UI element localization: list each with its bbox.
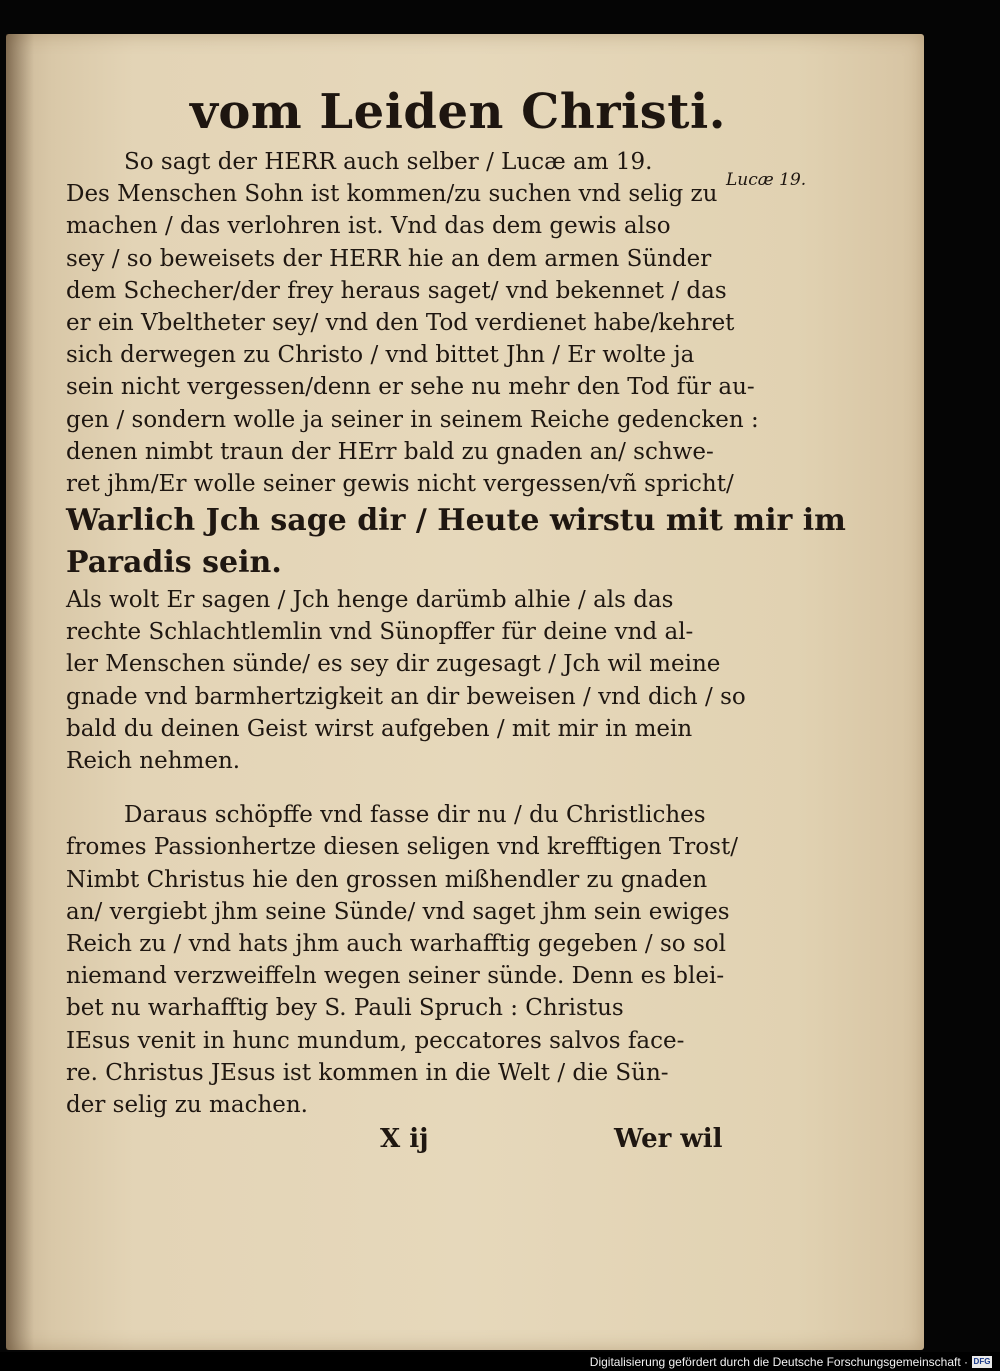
text-line: denen nimbt traun der HErr bald zu gnaden an/ schwe- (66, 438, 714, 465)
running-head: vom Leiden Christi. (190, 84, 726, 140)
dfg-logo-icon: DFG (973, 1357, 991, 1366)
text-line: sein nicht vergessen/denn er sehe nu mehr den Tod für au- (66, 374, 755, 401)
text-line: ler Menschen sünde/ es sey dir zugesagt / Jch wil meine (66, 651, 721, 678)
text-line: Reich nehmen. (66, 748, 241, 774)
paragraph-gap (66, 777, 726, 799)
digitization-credit: Digitalisierung gefördert durch die Deutsche Forschungsgemeinschaft · (589, 1355, 968, 1369)
text-line: sey / so beweisets der HERR hie an dem armen Sünder (66, 245, 712, 272)
text-line: machen / das verlohren ist. Vnd das dem gewis also (66, 213, 671, 240)
text-line: bet nu warhafftig bey S. Pauli Spruch : Christus (66, 995, 624, 1022)
text-line: gen / sondern wolle ja seiner in seinem Reiche gedencken : (66, 406, 759, 433)
catchword: Wer wil (614, 1124, 723, 1154)
text-line: an/ vergiebt jhm seine Sünde/ vnd saget jhm sein ewiges (66, 898, 730, 925)
text-line: fromes Passionhertze diesen seligen vnd krefftigen Trost/ (66, 834, 738, 861)
text-line: re. Christus JEsus ist kommen in die Welt / die Sün- (66, 1059, 669, 1086)
text-line: ret jhm/Er wolle seiner gewis nicht vergessen/vñ spricht/ (66, 470, 734, 497)
text-line: Daraus schöpffe vnd fasse dir nu / du Christliches (124, 802, 706, 829)
margin-note: Lucæ 19. (726, 170, 807, 190)
text-line: Als wolt Er sagen / Jch henge darümb alhie / als das (66, 587, 674, 614)
text-line: bald du deinen Geist wirst aufgeben / mit mir in mein (66, 715, 693, 742)
signature-mark: X ij (380, 1124, 429, 1154)
text-line: Des Menschen Sohn ist kommen/zu suchen vnd selig zu (66, 181, 718, 208)
text-line: er ein Vbeltheter sey/ vnd den Tod verdienet habe/kehret (66, 309, 735, 336)
text-line: gnade vnd barmhertzigkeit an dir beweisen / vnd dich / so (66, 683, 746, 710)
text-line: sich derwegen zu Christo / vnd bittet Jhn / Er wolte ja (66, 342, 695, 369)
emphasized-line: Warlich Jch sage dir / Heute wirstu mit mir im (66, 503, 846, 539)
text-line: Reich zu / vnd hats jhm auch warhafftig gegeben / so sol (66, 930, 726, 957)
text-line: IEsus venit in hunc mundum, peccatores salvos face- (66, 1027, 685, 1054)
text-line: rechte Schlachtlemlin vnd Sünopffer für deine vnd al- (66, 619, 694, 646)
text-line: niemand verzweiffeln wegen seiner sünde. Denn es blei- (66, 963, 725, 990)
text-line: Nimbt Christus hie den grossen mißhendler zu gnaden (66, 866, 708, 893)
text-line: der selig zu machen. (66, 1091, 308, 1118)
text-line: So sagt der HERR auch selber / Lucæ am 19. (124, 149, 653, 175)
text-line: dem Schecher/der frey heraus saget/ vnd bekennet / das (66, 277, 727, 304)
emphasized-line: Paradis sein. (66, 545, 282, 581)
spine-shadow (6, 34, 34, 1350)
